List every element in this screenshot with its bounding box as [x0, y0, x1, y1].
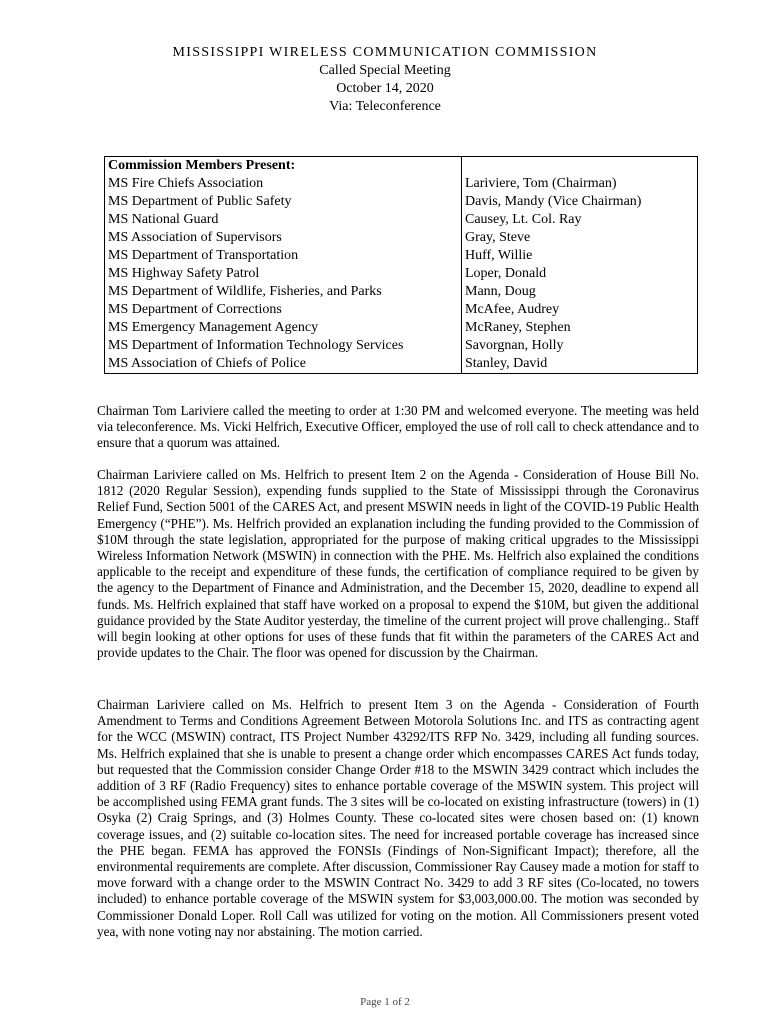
member-agency: MS Department of Public Safety — [105, 193, 462, 211]
member-row — [105, 247, 698, 265]
member-row — [105, 283, 698, 301]
page-footer — [0, 996, 770, 1008]
member-row — [105, 193, 698, 211]
organization-title: MISSISSIPPI WIRELESS COMMUNICATION COMMISSION — [172, 45, 598, 60]
member-name: Davis, Mandy (Vice Chairman) — [462, 193, 698, 211]
members-present-table — [104, 156, 698, 374]
of-label: of — [392, 996, 402, 1008]
member-name: Loper, Donald — [462, 265, 698, 283]
members-table-heading: Commission Members Present: — [105, 157, 462, 176]
member-agency: MS Fire Chiefs Association — [105, 175, 462, 193]
paragraph-call-to-order: Chairman Tom Lariviere called the meeting to order at 1:30 PM and welcomed everyone. The meeting was held via teleconference. Ms. Vicki Helfrich, Executive Officer, employed the use of roll call to check attendance and to ensure that a quorum was attained. — [97, 403, 699, 451]
member-agency: MS National Guard — [105, 211, 462, 229]
meeting-venue: Via: Teleconference — [329, 99, 441, 114]
member-row — [105, 229, 698, 247]
member-row — [105, 175, 698, 193]
meeting-type: Called Special Meeting — [319, 63, 451, 78]
member-agency: MS Department of Wildlife, Fisheries, and Parks — [105, 283, 462, 301]
member-row — [105, 211, 698, 229]
member-row — [105, 301, 698, 319]
member-name: Stanley, David — [462, 355, 698, 374]
member-agency: MS Association of Supervisors — [105, 229, 462, 247]
document-header — [0, 44, 770, 116]
member-name: McAfee, Audrey — [462, 301, 698, 319]
page-label: Page — [360, 996, 382, 1008]
paragraph-item-3: Chairman Lariviere called on Ms. Helfrich to present Item 3 on the Agenda - Consideration of Fourth Amendment to Terms and Conditions Agreement Between Motorola Solutions Inc. and ITS as contracting agent for the WCC (MSWIN) contract, ITS Project Number 43292/ITS RFP No. 3429, including all funding sources. Ms. Helfrich explained that she is unable to present a change order which encompasses CARES Act funds today, but requested that the Commission consider Change Order #18 to the MSWIN 3429 contract which includes the addition of 3 RF (Radio Frequency) sites to enhance portable coverage of the MSWIN system. This project will be accomplished using FEMA grant funds. The 3 sites will be co-located on existing infrastructure (towers) in (1) Osyka (2) Craig Springs, and (3) Holmes County. These co-located sites were chosen based on: (1) known coverage issues, and (2) suitable co-location sites. The need for increased portable coverage has increased since the PHE began. FEMA has approved the FONSIs (Findings of Non-Significant Impact); therefore, all the environmental requirements are complete. After discussion, Commissioner Ray Causey made a motion for staff to move forward with a change order to the MSWIN Contract No. 3429 to add 3 RF sites (Co-located, no towers included) to enhance portable coverage of the MSWIN system for $3,003,000.00. The motion was seconded by Commissioner Donald Loper. Roll Call was utilized for voting on the motion. All Commissioners present voted yea, with none voting nay nor abstaining. The motion carried. — [97, 697, 699, 939]
member-name: McRaney, Stephen — [462, 319, 698, 337]
member-name: Causey, Lt. Col. Ray — [462, 211, 698, 229]
paragraph-item-2: Chairman Lariviere called on Ms. Helfrich to present Item 2 on the Agenda - Consideration of House Bill No. 1812 (2020 Regular Session), expending funds supplied to the State of Mississippi through the Coronavirus Relief Fund, Section 5001 of the CARES Act, and present MSWIN needs in light of the COVID-19 Public Health Emergency (“PHE”). Ms. Helfrich provided an explanation including the funding provided to the Commission of $10M through the state legislation, appropriated for the purpose of making critical upgrades to the Mississippi Wireless Information Network (MSWIN) in connection with the PHE. Ms. Helfrich also explained the conditions applicable to the receipt and expenditure of these funds, the certification of compliance required to be given by the agency to the Department of Finance and Administration, and the December 15, 2020, deadline to expend all funds. Ms. Helfrich explained that staff have worked on a proposal to expend the $10M, but given the additional guidance provided by the State Auditor yesterday, the timeline of the current project will prove challenging.. Staff will begin looking at other options for uses of these funds that fit within the parameters of the CARES Act and provide updates to the Chair. The floor was opened for discussion by the Chairman. — [97, 467, 699, 661]
member-name: Lariviere, Tom (Chairman) — [462, 175, 698, 193]
page-number: 1 — [384, 996, 390, 1008]
member-name: Savorgnan, Holly — [462, 337, 698, 355]
member-name: Gray, Steve — [462, 229, 698, 247]
member-row — [105, 337, 698, 355]
member-name: Mann, Doug — [462, 283, 698, 301]
member-agency: MS Department of Information Technology Services — [105, 337, 462, 355]
members-table-heading-row — [105, 157, 698, 176]
member-agency: MS Department of Transportation — [105, 247, 462, 265]
members-table-heading-blank — [462, 157, 698, 176]
meeting-date: October 14, 2020 — [336, 81, 434, 96]
member-agency: MS Emergency Management Agency — [105, 319, 462, 337]
member-agency: MS Department of Corrections — [105, 301, 462, 319]
member-row — [105, 265, 698, 283]
member-agency: MS Association of Chiefs of Police — [105, 355, 462, 374]
member-row — [105, 319, 698, 337]
member-name: Huff, Willie — [462, 247, 698, 265]
member-row — [105, 355, 698, 374]
member-agency: MS Highway Safety Patrol — [105, 265, 462, 283]
page-total: 2 — [404, 996, 410, 1008]
